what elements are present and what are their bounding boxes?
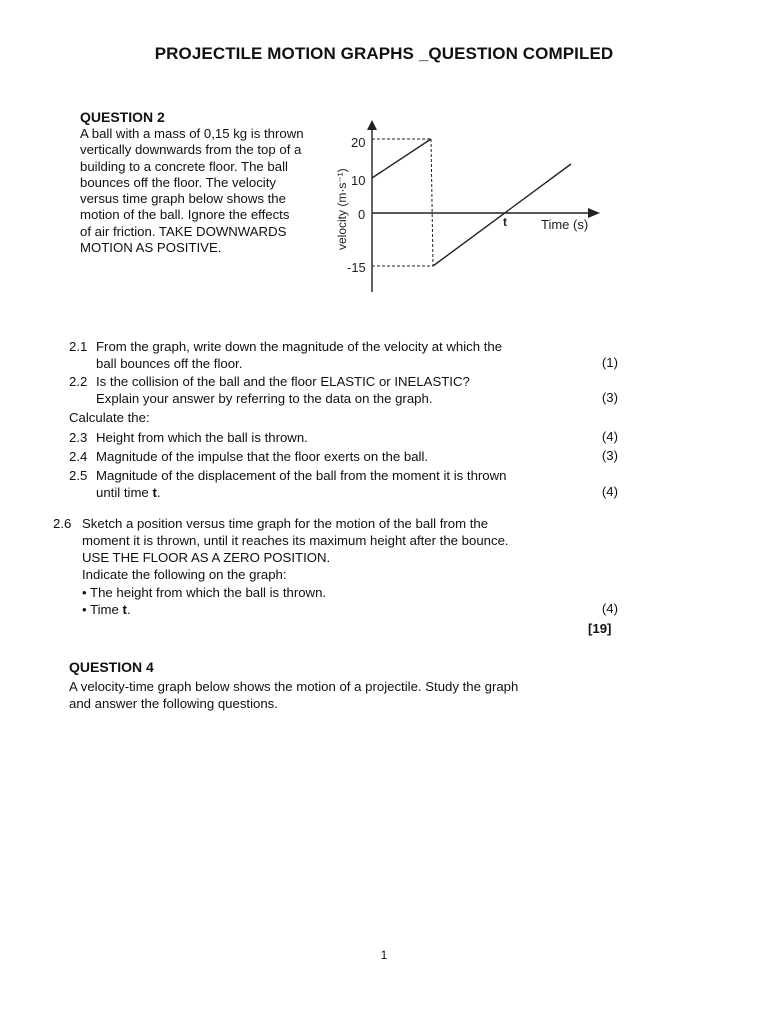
question-text-line: From the graph, write down the magnitude of the velocity at which the xyxy=(96,339,503,354)
question-text-line: Sketch a position versus time graph for the motion of the ball from the xyxy=(82,516,489,531)
question-text-line: Indicate the following on the graph: xyxy=(82,567,287,582)
question-text-fragment: . xyxy=(156,485,161,500)
y-axis-arrow xyxy=(367,120,377,130)
question-number: 2.3 xyxy=(69,430,88,445)
intro-line: motion of the ball. Ignore the effects xyxy=(80,207,290,223)
velocity-time-graph xyxy=(322,118,612,298)
time-t-label: t xyxy=(152,485,157,500)
intro-line: vertically downwards from the top of a xyxy=(80,142,302,158)
question-text-fragment: . xyxy=(126,602,131,617)
y-tick-label: 10 xyxy=(351,173,366,188)
x-axis-arrow xyxy=(588,208,600,218)
intro-line: bounces off the floor. The velocity xyxy=(80,174,276,190)
velocity-line-before-bounce xyxy=(372,139,431,178)
marks: (4) xyxy=(601,601,618,616)
velocity-line-after-bounce xyxy=(433,164,571,266)
question-text-line: USE THE FLOOR AS A ZERO POSITION. xyxy=(82,550,331,565)
question-4-heading: QUESTION 4 xyxy=(69,659,154,675)
question-text-line: moment it is thrown, until it reaches its maximum height after the bounce. xyxy=(82,533,509,548)
intro-line: of air friction. TAKE DOWNWARDS xyxy=(80,223,287,239)
question-text-line: Is the collision of the ball and the floor ELASTIC or INELASTIC? xyxy=(96,374,470,389)
question-4-text-line: and answer the following questions. xyxy=(69,696,278,711)
question-text-line: ball bounces off the floor. xyxy=(96,356,243,371)
page-number: 1 xyxy=(380,948,388,962)
question-2-heading: QUESTION 2 xyxy=(80,109,165,125)
calculate-label: Calculate the: xyxy=(69,410,150,425)
marks: (3) xyxy=(601,390,618,405)
question-number: 2.6 xyxy=(53,516,72,531)
y-tick-label: 0 xyxy=(358,207,366,222)
question-2-1 xyxy=(69,338,629,374)
question-number: 2.1 xyxy=(69,339,88,354)
question-text-fragment: until time xyxy=(96,485,153,500)
question-text-line: Magnitude of the impulse that the floor exerts on the ball. xyxy=(96,449,429,464)
marks: (4) xyxy=(601,429,618,444)
page-title: PROJECTILE MOTION GRAPHS _QUESTION COMPILED xyxy=(154,44,614,63)
intro-line: MOTION AS POSITIVE. xyxy=(80,240,222,256)
question-2-2 xyxy=(69,373,629,409)
question-text-line xyxy=(96,484,161,501)
question-number: 2.5 xyxy=(69,468,88,483)
intro-line: A ball with a mass of 0,15 kg is thrown xyxy=(80,126,304,141)
question-text-line: Explain your answer by referring to the data on the graph. xyxy=(96,391,433,406)
question-text-line xyxy=(82,601,131,618)
y-axis-label: velocity (m·s⁻¹) xyxy=(335,168,349,250)
question-2-4 xyxy=(69,448,629,466)
time-t-label: t xyxy=(122,602,127,617)
question-2-6 xyxy=(53,515,633,619)
question-number: 2.2 xyxy=(69,374,88,389)
marks: (4) xyxy=(601,484,618,499)
question-number: 2.4 xyxy=(69,449,88,464)
question-2-3 xyxy=(69,429,629,447)
question-2-intro xyxy=(80,126,304,256)
x-axis-label: Time (s) xyxy=(541,217,589,232)
marks: (1) xyxy=(601,355,618,370)
intro-line: building to a concrete floor. The ball xyxy=(80,158,288,174)
question-text-line: Height from which the ball is thrown. xyxy=(96,430,308,445)
t-marker-label: t xyxy=(503,215,507,229)
intro-line: versus time graph below shows the xyxy=(80,191,286,207)
guide-dashed-bounce xyxy=(431,139,433,266)
question-2-5 xyxy=(69,467,629,503)
question-text-line: Magnitude of the displacement of the ball from the moment it is thrown xyxy=(96,468,507,483)
marks: (3) xyxy=(601,448,618,463)
y-tick-label: -15 xyxy=(347,260,366,275)
question-text-fragment: • Time xyxy=(82,602,123,617)
y-tick-label: 20 xyxy=(351,135,366,150)
question-4-text-line: A velocity-time graph below shows the motion of a projectile. Study the graph xyxy=(69,679,519,694)
question-text-line: • The height from which the ball is thrown. xyxy=(82,585,327,600)
total-marks: [19] xyxy=(588,621,612,636)
